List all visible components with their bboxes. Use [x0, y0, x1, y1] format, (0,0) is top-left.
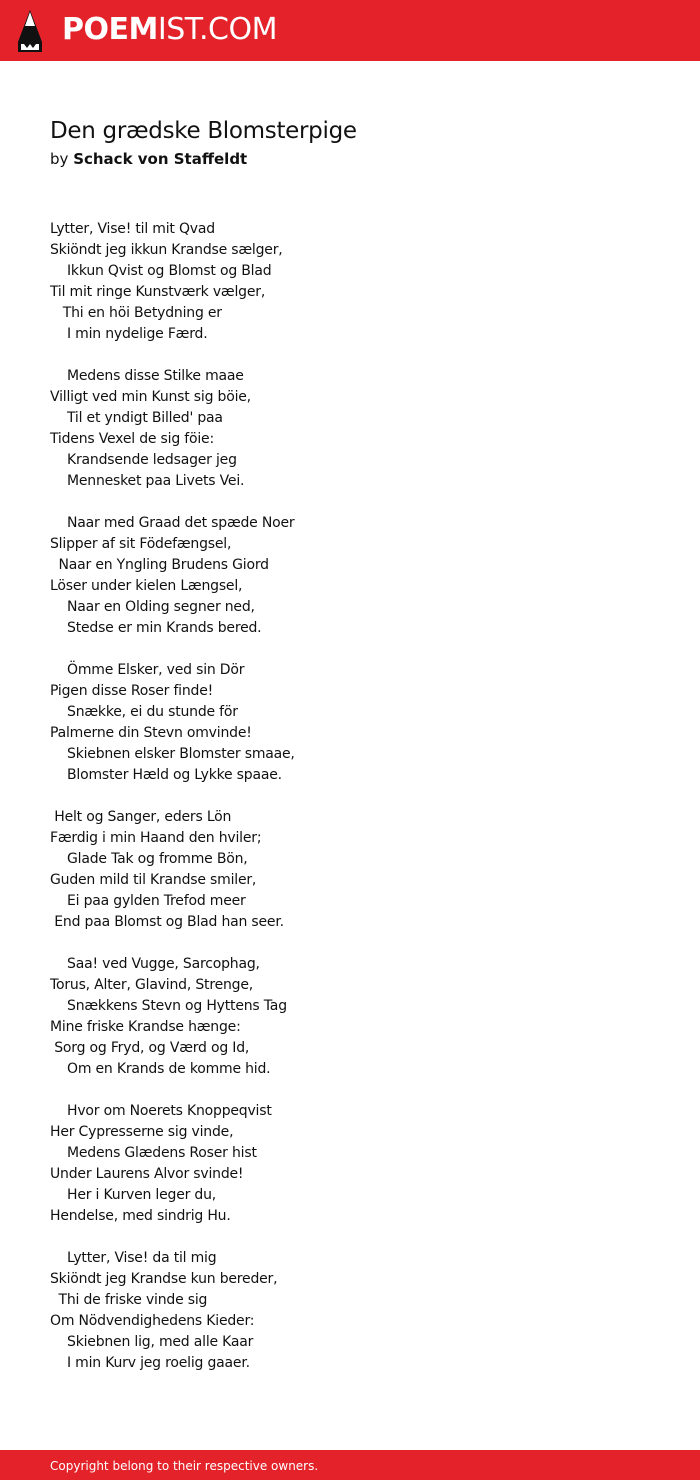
poem-line: Tidens Vexel de sig föie:: [50, 431, 214, 447]
poem-line: Skiöndt jeg Krandse kun bereder,: [50, 1271, 278, 1287]
poem-stanza: [50, 1101, 295, 1227]
poem-line: Færdig i min Haand den hviler;: [50, 830, 262, 846]
poem-stanza: [50, 660, 295, 786]
poem-line: Ei paa gylden Trefod meer: [50, 893, 246, 909]
poem-line: Om Nödvendighedens Kieder:: [50, 1313, 255, 1329]
poem-line: Pigen disse Roser finde!: [50, 683, 214, 699]
byline-prefix: by: [50, 150, 69, 168]
poem-line: Snække, ei du stunde för: [50, 704, 238, 720]
poem-line: Torus, Alter, Glavind, Strenge,: [50, 977, 254, 993]
poem-line: Mine friske Krandse hænge:: [50, 1019, 241, 1035]
poem-line: End paa Blomst og Blad han seer.: [50, 914, 284, 930]
poem-line: Löser under kielen Længsel,: [50, 578, 243, 594]
poem-line: Medens disse Stilke maae: [50, 368, 244, 384]
poem-line: Saa! ved Vugge, Sarcophag,: [50, 956, 260, 972]
poem-line: Til et yndigt Billed' paa: [50, 410, 223, 426]
poem-stanza: [50, 513, 295, 639]
poem-stanza: [50, 954, 295, 1080]
poem-line: Mennesket paa Livets Vei.: [50, 473, 245, 489]
poem-line: Ikkun Qvist og Blomst og Blad: [50, 263, 272, 279]
site-footer: [0, 1450, 700, 1480]
poem-line: Slipper af sit Födefængsel,: [50, 536, 232, 552]
poem-line: Hvor om Noerets Knoppeqvist: [50, 1103, 272, 1119]
poem-line: Medens Glædens Roser hist: [50, 1145, 257, 1161]
poem-line: Her Cypresserne sig vinde,: [50, 1124, 234, 1140]
poem-line: Palmerne din Stevn omvinde!: [50, 725, 252, 741]
poem-line: Om en Krands de komme hid.: [50, 1061, 271, 1077]
poem-line: Guden mild til Krandse smiler,: [50, 872, 257, 888]
poem-line: Naar med Graad det spæde Noer: [50, 515, 295, 531]
poem-stanza: [50, 807, 295, 933]
copyright-notice: Copyright belong to their respective owners.: [50, 1459, 319, 1473]
poem-body: [50, 219, 295, 1395]
poem-heading: [50, 116, 357, 169]
poem-line: Lytter, Vise! da til mig: [50, 1250, 217, 1266]
poem-line: Til mit ringe Kunstværk vælger,: [50, 284, 266, 300]
poem-line: Sorg og Fryd, og Værd og Id,: [50, 1040, 250, 1056]
logo-bold-text: POEM: [62, 12, 158, 47]
poem-line: Hendelse, med sindrig Hu.: [50, 1208, 231, 1224]
poem-line: Helt og Sanger, eders Lön: [50, 809, 232, 825]
poem-line: Stedse er min Krands bered.: [50, 620, 262, 636]
byline: [50, 149, 357, 169]
logo-light-text: IST.COM: [157, 12, 277, 47]
poem-line: I min nydelige Færd.: [50, 326, 208, 342]
poem-line: Krandsende ledsager jeg: [50, 452, 237, 468]
poem-stanza: [50, 366, 295, 492]
poem-line: Under Laurens Alvor svinde!: [50, 1166, 244, 1182]
poem-line: Ömme Elsker, ved sin Dör: [50, 662, 245, 678]
poem-line: Her i Kurven leger du,: [50, 1187, 217, 1203]
poem-line: Skiebnen elsker Blomster smaae,: [50, 746, 295, 762]
poem-line: Naar en Olding segner ned,: [50, 599, 255, 615]
poem-line: Skiebnen lig, med alle Kaar: [50, 1334, 254, 1350]
pen-nib-icon[interactable]: [18, 10, 42, 52]
poem-line: Snækkens Stevn og Hyttens Tag: [50, 998, 287, 1014]
poem-title: Den grædske Blomsterpige: [50, 118, 357, 144]
author-name[interactable]: Schack von Staffeldt: [73, 150, 248, 168]
poem-line: Thi de friske vinde sig: [50, 1292, 208, 1308]
poem-line: Glade Tak og fromme Bön,: [50, 851, 248, 867]
poem-line: Lytter, Vise! til mit Qvad: [50, 221, 215, 237]
poem-line: I min Kurv jeg roelig gaaer.: [50, 1355, 250, 1371]
poem-stanza: [50, 219, 295, 345]
poem-line: Blomster Hæld og Lykke spaae.: [50, 767, 282, 783]
poem-line: Naar en Yngling Brudens Giord: [50, 557, 269, 573]
poem-line: Villigt ved min Kunst sig böie,: [50, 389, 251, 405]
poem-line: Skiöndt jeg ikkun Krandse sælger,: [50, 242, 283, 258]
poem-stanza: [50, 1248, 295, 1374]
site-logo[interactable]: [62, 10, 277, 50]
poem-line: Thi en höi Betydning er: [50, 305, 222, 321]
site-header: [0, 0, 700, 61]
